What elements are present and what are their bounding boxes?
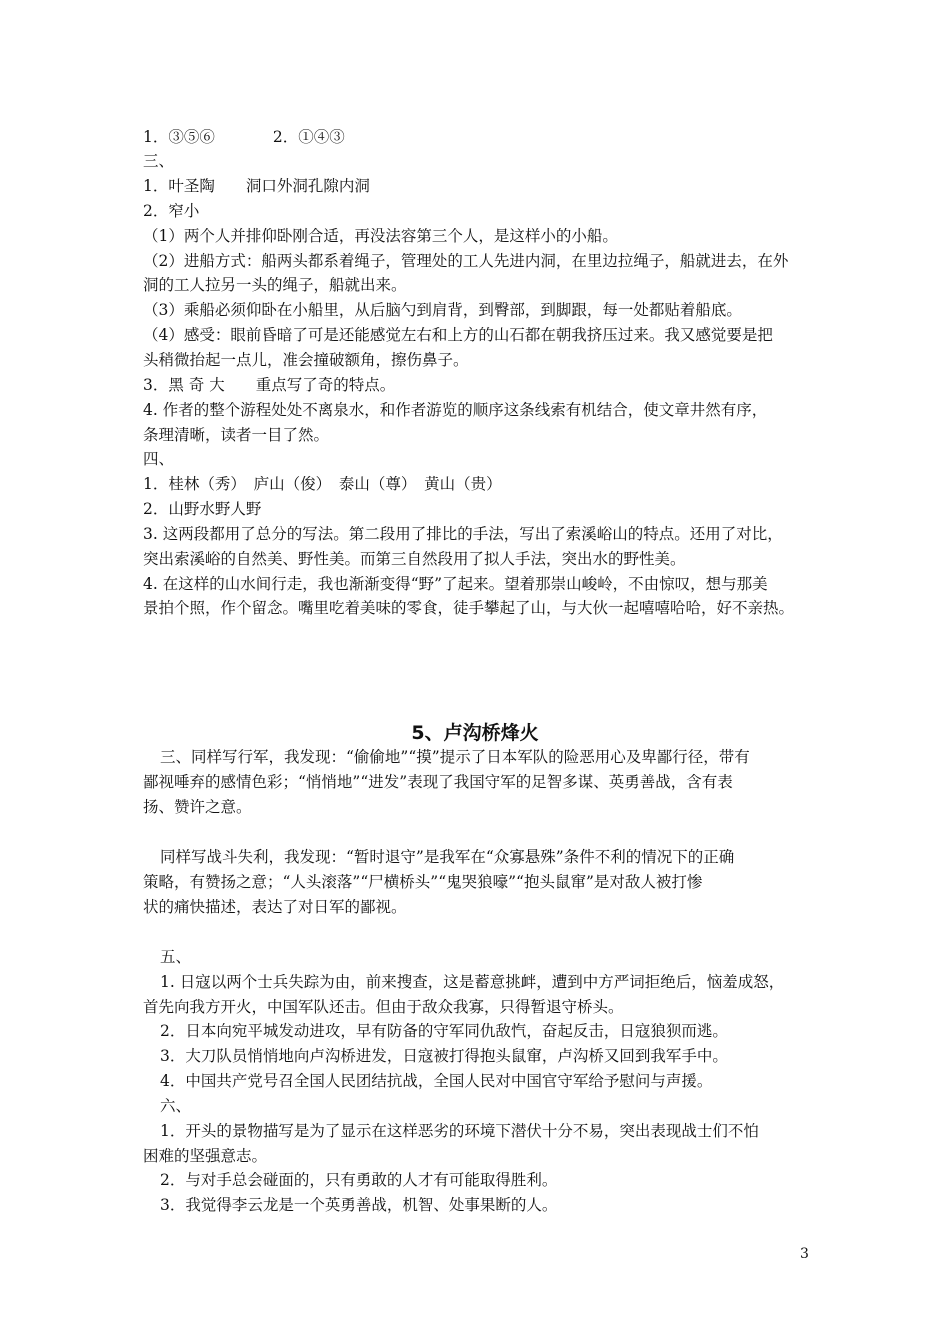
answer-line: 4. 在这样的山水间行走，我也渐渐变得“野”了起来。望着那崇山峻岭，不由惊叹，想与那美 — [143, 575, 768, 593]
answer-line — [143, 125, 823, 149]
answer-line: 三、同样写行军，我发现：“偷偷地”“摸”提示了日本军队的险恶用心及卑鄙行径，带有 — [160, 748, 750, 766]
section-heading: 四、 — [143, 450, 175, 468]
answer-line: 2．窄小 — [143, 202, 200, 220]
lesson-title: 5、卢沟桥烽火 — [411, 722, 539, 744]
answer-text: 2．①④③ — [272, 128, 345, 146]
answer-line: （4）感受：眼前昏暗了可是还能感觉左右和上方的山石都在朝我挤压过来。我又感觉要是把 — [143, 326, 773, 344]
answer-line: 2．日本向宛平城发动进攻，早有防备的守军同仇敌忾，奋起反击，日寇狼狈而逃。 — [160, 1022, 728, 1040]
answer-text: 1．③⑤⑥ — [143, 128, 215, 146]
answer-line: 扬、赞许之意。 — [143, 798, 252, 816]
answer-line: 3．大刀队员悄悄地向卢沟桥进发，日寇被打得抱头鼠窜，卢沟桥又回到我军手中。 — [160, 1047, 728, 1065]
page-number: 3 — [800, 1246, 809, 1262]
section-heading: 三、 — [143, 152, 175, 170]
answer-line: 困难的坚强意志。 — [143, 1147, 268, 1165]
answer-line: 1．桂林（秀） 庐山（俊） 泰山（尊） 黄山（贵） — [143, 475, 502, 493]
answer-line: 3．我觉得李云龙是一个英勇善战，机智、处事果断的人。 — [160, 1196, 558, 1214]
section-heading: 六、 — [160, 1097, 192, 1115]
answer-line: （1）两个人并排仰卧刚合适，再没法容第三个人，是这样小的小船。 — [143, 227, 618, 245]
answer-line: 4. 作者的整个游程处处不离泉水，和作者游览的顺序这条线索有机结合，使文章井然有序， — [143, 401, 768, 419]
answer-line: （3）乘船必须仰卧在小船里，从后脑勺到肩背，到臀部，到脚跟，每一处都贴着船底。 — [143, 301, 742, 319]
answer-line: 洞的工人拉另一头的绳子，船就出来。 — [143, 276, 407, 294]
answer-line: 策略，有赞扬之意；“人头滚落”“尸横桥头”“鬼哭狼嚎”“抱头鼠窜”是对敌人被打惨 — [143, 873, 703, 891]
answer-line: 3. 这两段都用了总分的写法。第二段用了排比的手法，写出了索溪峪山的特点。还用了对比， — [143, 525, 783, 543]
answer-line: 1. 日寇以两个士兵失踪为由，前来搜查，这是蓄意挑衅，遭到中方严词拒绝后，恼羞成怒， — [160, 973, 785, 991]
answer-line: 3．黑 奇 大 重点写了奇的特点。 — [143, 376, 396, 394]
section-heading: 五、 — [160, 948, 192, 966]
answer-line: 2．与对手总会碰面的，只有勇敢的人才有可能取得胜利。 — [160, 1171, 558, 1189]
answer-line: 状的痛快描述，表达了对日军的鄙视。 — [143, 898, 407, 916]
answer-line: 鄙视唾弃的感情色彩；“悄悄地”“进发”表现了我国守军的足智多谋、英勇善战，含有表 — [143, 773, 733, 791]
answer-line: 首先向我方开火，中国军队还击。但由于敌众我寡，只得暂退守桥头。 — [143, 998, 624, 1016]
answer-line: 条理清晰，读者一目了然。 — [143, 426, 330, 444]
answer-line: 4．中国共产党号召全国人民团结抗战，全国人民对中国官守军给予慰问与声援。 — [160, 1072, 713, 1090]
answer-line: 景拍个照，作个留念。嘴里吃着美味的零食，徒手攀起了山，与大伙一起嘻嘻哈哈，好不亲热。 — [143, 599, 795, 617]
answer-line: 2．山野水野人野 — [143, 500, 262, 518]
answer-line: 1．开头的景物描写是为了显示在这样恶劣的环境下潜伏十分不易，突出表现战士们不怕 — [160, 1122, 759, 1140]
answer-line: （2）进船方式：船两头都系着绳子，管理处的工人先进内洞，在里边拉绳子，船就进去，在外 — [143, 252, 789, 270]
answer-line: 突出索溪峪的自然美、野性美。而第三自然段用了拟人手法，突出水的野性美。 — [143, 550, 686, 568]
answer-line: 头稍微抬起一点儿，准会撞破额角，擦伤鼻子。 — [143, 351, 469, 369]
answer-line: 1．叶圣陶 洞口外洞孔隙内洞 — [143, 177, 370, 195]
answer-line: 同样写战斗失利，我发现：“暂时退守”是我军在“众寡悬殊”条件不利的情况下的正确 — [160, 848, 735, 866]
